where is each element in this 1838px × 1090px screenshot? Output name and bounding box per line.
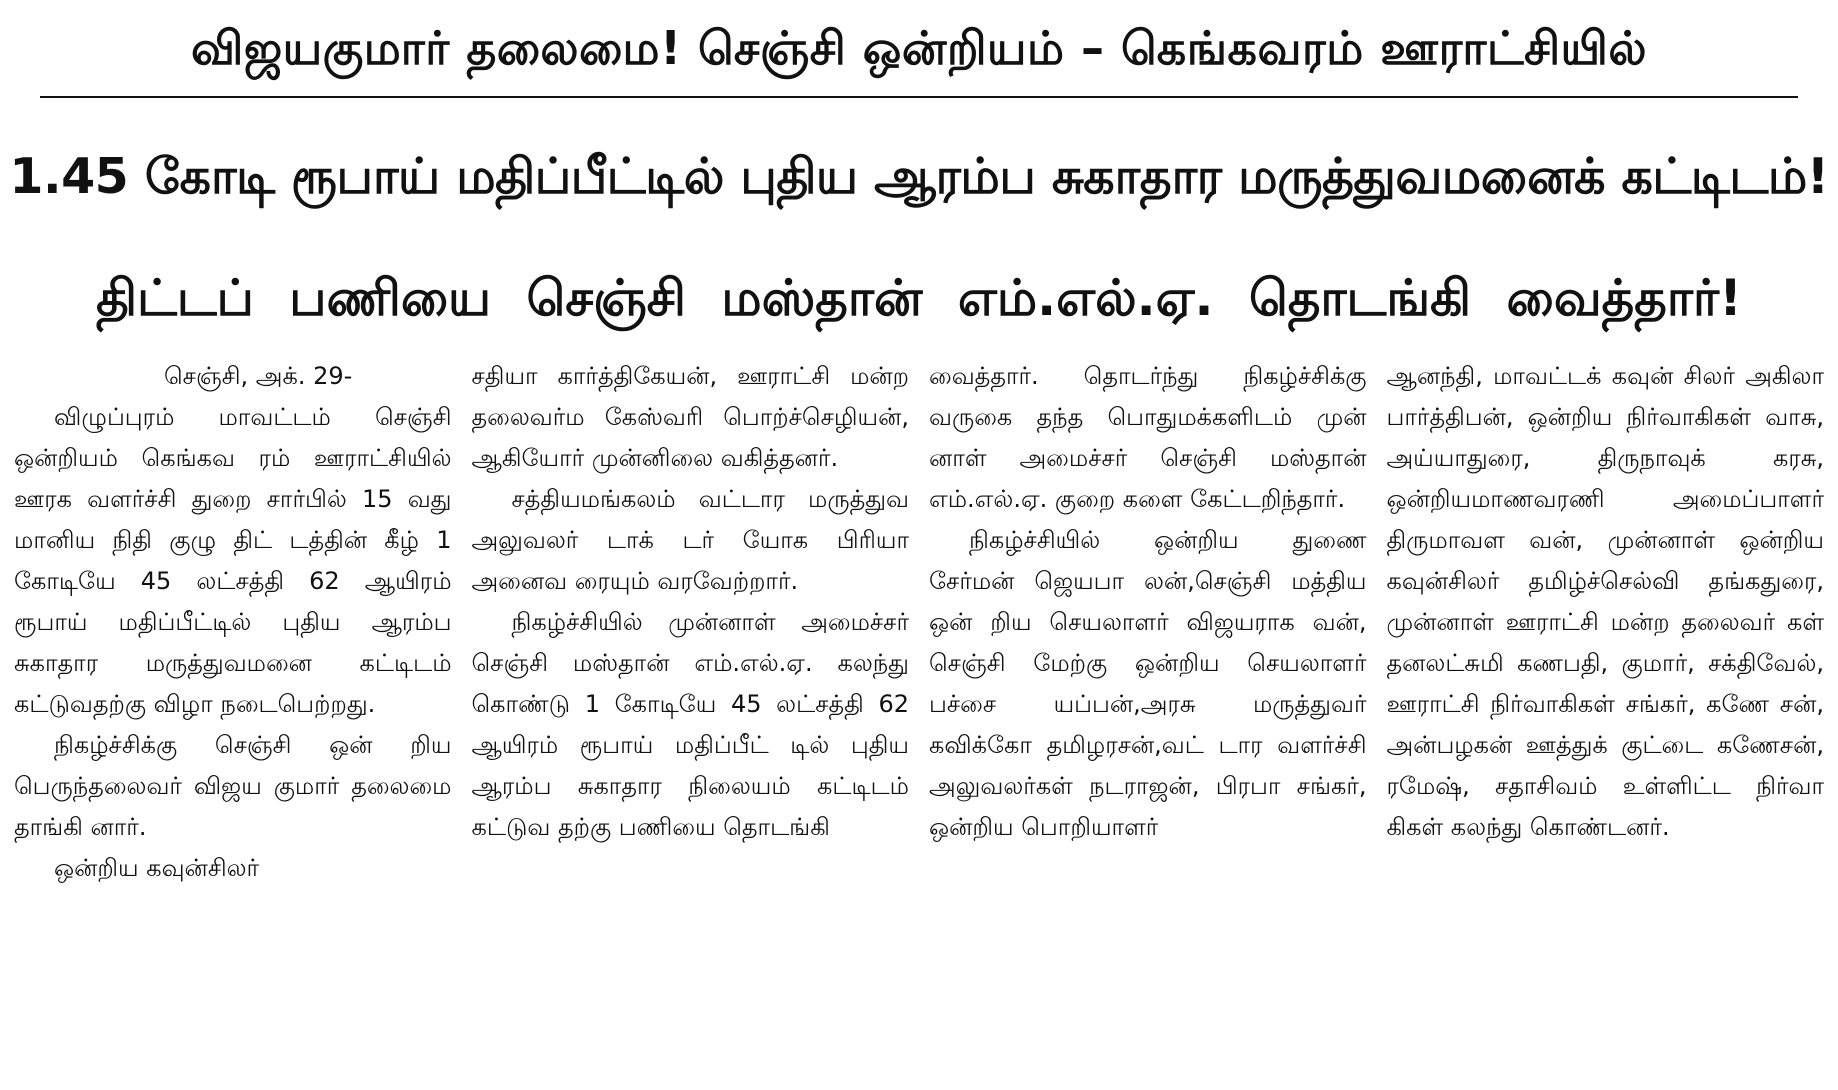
paragraph: ஒன்றிய கவுன்சிலர் [54,854,260,882]
article-body [14,356,1824,1080]
headline-divider [40,96,1798,98]
paragraph: ஆனந்தி, மாவட்டக் கவுன் சிலர் அகிலா பார்த்திபன், ஒன்றிய நிர்வாகிகள் வாசு, அய்யாதுரை, திருநாவுக் கரசு, ஒன்றியமாணவரணி அமைப்பாளர் திருமாவள வன், முன்னாள் ஒன்றிய கவுன்சிலர் தமிழ்ச்செல்வி தங்கதுரை, முன்னாள் ஊராட்சி மன்ற தலைவர் கள் தனலட்சுமி கணபதி, குமார், சக்திவேல், ஊராட்சி நிர்வாகிகள் சங்கர், கணே சன், அன்பழகன் ஊத்துக் குட்டை கணேசன், ரமேஷ், சதாசிவம் உள்ளிட்ட நிர்வா கிகள் கலந்து கொண்டனர். [1386,362,1824,841]
paragraph: சதியா கார்த்திகேயன், ஊராட்சி மன்ற தலைவர்ம கேஸ்வரி பொற்ச்செழியன், ஆகியோர் முன்னிலை வகித்தனர். [471,362,909,472]
dateline: செஞ்சி, அக். 29- [164,362,353,390]
article-column-2 [472,356,910,1080]
paragraph: சத்தியமங்கலம் வட்டார மருத்துவ அலுவலர் டாக் டர் யோக பிரியா அனைவ ரையும் வரவேற்றார். [471,485,909,595]
sub-headline: திட்டப் பணியை செஞ்சி மஸ்தான் எம்.எல்.ஏ. தொடங்கி வைத்தார்! [96,269,1742,327]
paragraph: நிகழ்ச்சிக்கு செஞ்சி ஒன் றிய பெருந்தலைவர் விஜய குமார் தலைமை தாங்கி னார். [14,731,452,841]
paragraph: நிகழ்ச்சியில் ஒன்றிய துணை சேர்மன் ஜெயபா லன்,செஞ்சி மத்திய ஒன் றிய செயலாளர் விஜயராக வன், செஞ்சி மேற்கு ஒன்றிய செயலாளர் பச்சை யப்பன்,அரசு மருத்துவர் கவிக்கோ தமிழரசன்,வட் டார வளர்ச்சி அலுவலர்கள் நடராஜன், பிரபா சங்கர், ஒன்றிய பொறியாளர் [929,526,1367,841]
paragraph: விழுப்புரம் மாவட்டம் செஞ்சி ஒன்றியம் கெங்கவ ரம் ஊராட்சியில் ஊரக வளர்ச்சி துறை சார்பில் 15 வது மானிய நிதி குழு திட் டத்தின் கீழ் 1 கோடியே 45 லட்சத்தி 62 ஆயிரம் ரூபாய் மதிப்பீட்டில் புதிய ஆரம்ப சுகாதார மருத்துவமனை கட்டிடம் கட்டுவதற்கு விழா நடைபெற்றது. [14,403,452,718]
article-column-4 [1387,356,1825,1080]
article-column-1 [14,356,452,1080]
article-column-3 [929,356,1367,1080]
main-headline: 1.45 கோடி ரூபாய் மதிப்பீட்டில் புதிய ஆரம்ப சுகாதார மருத்துவமனைக் கட்டிடம்! [9,148,1829,205]
paragraph: வைத்தார். தொடர்ந்து நிகழ்ச்சிக்கு வருகை தந்த பொதுமக்களிடம் முன் னாள் அமைச்சர் செஞ்சி மஸ்தான் எம்.எல்.ஏ. குறை களை கேட்டறிந்தார். [929,362,1367,513]
paragraph: நிகழ்ச்சியில் முன்னாள் அமைச்சர் செஞ்சி மஸ்தான் எம்.எல்.ஏ. கலந்து கொண்டு 1 கோடியே 45 லட்சத்தி 62 ஆயிரம் ரூபாய் மதிப்பீட் டில் புதிய ஆரம்ப சுகாதார நிலையம் கட்டிடம் கட்டுவ தற்கு பணியை தொடங்கி [471,608,909,841]
kicker-headline: விஜயகுமார் தலைமை! செஞ்சி ஒன்றியம் – கெங்கவரம் ஊராட்சியில் [191,21,1647,75]
